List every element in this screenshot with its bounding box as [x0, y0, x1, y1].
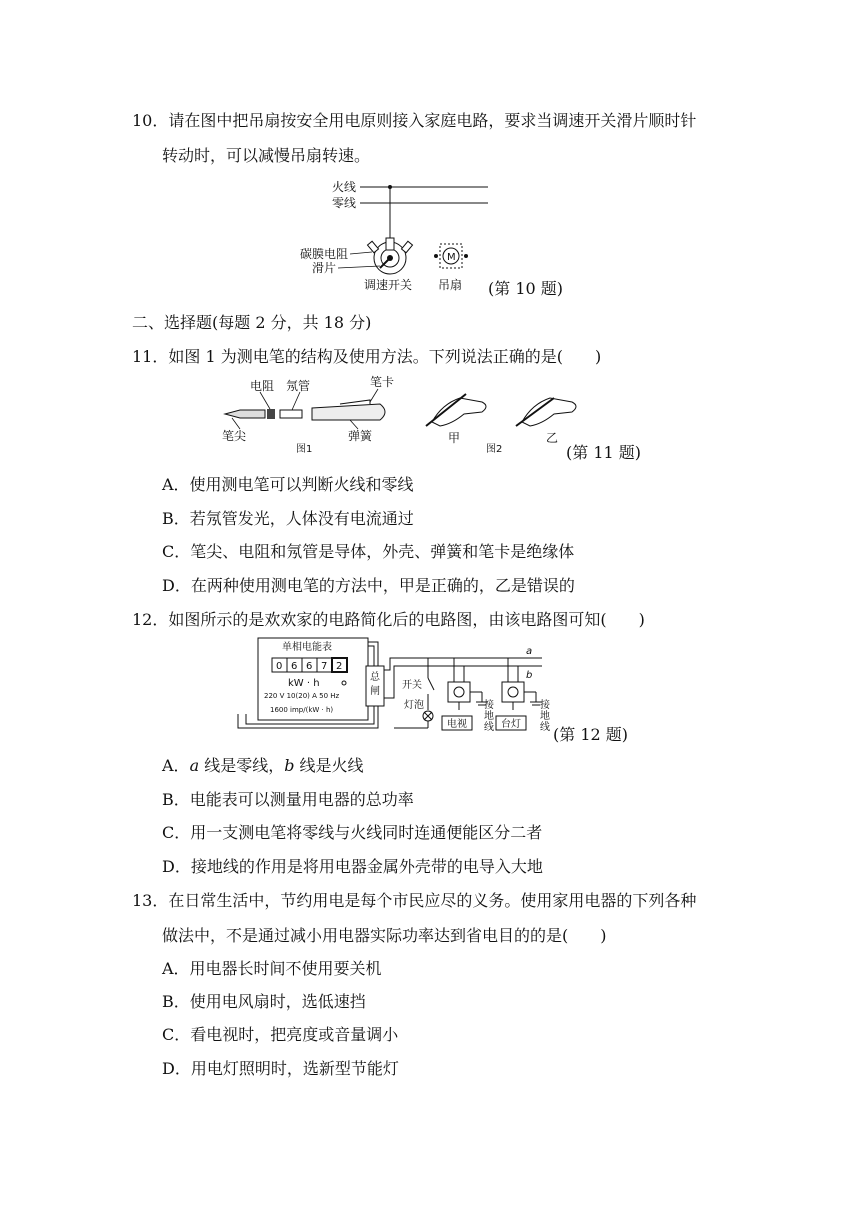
meter-spec-2: 1600 imp/(kW · h) [270, 706, 334, 714]
q12-stem: 12．如图所示的是欢欢家的电路简化后的电路图，由该电路图可知( ) [132, 610, 645, 629]
q10-line-2: 转动时，可以减慢吊扇转速。 [162, 146, 371, 165]
q13-option-a: A．用电器长时间不使用要关机 [162, 959, 382, 978]
section-heading: 二、选择题(每题 2 分，共 18 分) [132, 313, 372, 332]
resistor-label: 碳膜电阻 [300, 247, 349, 261]
q10-caption: (第 10 题) [488, 279, 564, 298]
live-wire-label: 火线 [332, 180, 357, 194]
q13-line-1: 13．在日常生活中，节约用电是每个市民应尽的义务。使用家用电器的下列各种 [132, 891, 697, 910]
meter-digit: 6 [291, 661, 298, 672]
q12-option-b: B．电能表可以测量用电器的总功率 [162, 790, 414, 809]
main-switch-icon [366, 666, 384, 706]
ground-label-5: 地 [540, 711, 550, 722]
q11-stem: 11．如图 1 为测电笔的结构及使用方法。下列说法正确的是( ) [132, 347, 602, 366]
neutral-wire-label: 零线 [332, 196, 357, 210]
tip-part-label: 笔尖 [222, 429, 247, 443]
speed-switch-icon [367, 238, 412, 274]
bulb-icon [394, 711, 433, 728]
q11-option-a: A．使用测电笔可以判断火线和零线 [162, 475, 414, 494]
meter-digit: 0 [276, 661, 283, 672]
switch-caption: 调速开关 [364, 278, 413, 292]
lamp-label: 台灯 [501, 719, 521, 730]
hand-grip-yi-icon [516, 398, 576, 426]
italic-a: a [189, 756, 200, 775]
slider-label: 滑片 [312, 261, 337, 275]
q11-caption: (第 11 题) [566, 443, 642, 462]
yi-label: 乙 [546, 431, 559, 445]
wire-b-label: b [526, 670, 533, 681]
fig1-label: 图1 [296, 444, 313, 455]
motor-letter: M [447, 252, 456, 263]
fig2-label: 图2 [486, 444, 503, 455]
q13-option-d: D．用电灯照明时，选新型节能灯 [162, 1059, 399, 1078]
main-switch-label-2: 闸 [370, 686, 380, 697]
main-switch-label-1: 总 [370, 672, 380, 683]
q13-option-c: C．看电视时，把亮度或音量调小 [162, 1025, 399, 1044]
resistor-part-label: 电阻 [250, 379, 275, 393]
q12-option-d: D．接地线的作用是将用电器金属外壳带的电导入大地 [162, 857, 543, 876]
q13-line-2: 做法中，不是通过减小用电器实际功率达到省电目的的是( ) [162, 926, 607, 945]
q10-line-1: 10．请在图中把吊扇按安全用电原则接入家庭电路，要求当调速开关滑片顺时针 [132, 111, 697, 130]
bulb-label: 灯泡 [404, 700, 424, 711]
meter-digit: 7 [321, 661, 328, 672]
clip-part-label: 笔卡 [370, 375, 395, 389]
wire-a-label: a [526, 646, 533, 657]
meter-digit: 6 [306, 661, 313, 672]
meter-digit: 2 [336, 661, 343, 672]
q13-option-b: B．使用电风扇时，选低速挡 [162, 992, 366, 1011]
ground-label-1: 接 [484, 700, 494, 711]
jia-label: 甲 [448, 431, 461, 445]
q11-option-b: B．若氖管发光，人体没有电流通过 [162, 509, 414, 528]
fan-motor-icon [434, 244, 468, 268]
meter-unit: kW · h [288, 678, 320, 689]
neon-part-label: 氖管 [286, 379, 311, 393]
spring-part-label: 弹簧 [348, 429, 373, 443]
q12-option-a: A．a 线是零线，b 线是火线 [162, 756, 364, 775]
meter-title: 单相电能表 [282, 642, 332, 653]
ground-label-3: 线 [484, 722, 494, 733]
energy-meter-icon [258, 638, 368, 720]
q12-caption: (第 12 题) [553, 725, 629, 744]
italic-b: b [284, 756, 295, 775]
tester-pen-parts-icon [225, 389, 385, 429]
meter-spec-1: 220 V 10(20) A 50 Hz [264, 692, 340, 700]
tv-label: 电视 [447, 719, 467, 730]
switch-label: 开关 [402, 680, 422, 691]
tv-socket-icon [448, 682, 488, 710]
q12-figure [232, 636, 632, 736]
ground-label-4: 接 [540, 700, 550, 711]
q11-option-c: C．笔尖、电阻和氖管是导体，外壳、弹簧和笔卡是绝缘体 [162, 542, 575, 561]
q12-option-c: C．用一支测电笔将零线与火线同时连通便能区分二者 [162, 823, 543, 842]
q11-option-d: D．在两种使用测电笔的方法中，甲是正确的，乙是错误的 [162, 576, 575, 595]
lamp-socket-icon [502, 682, 542, 710]
hand-grip-jia-icon [426, 394, 486, 426]
ground-label-2: 地 [484, 711, 494, 722]
fan-caption: 吊扇 [438, 278, 463, 292]
ground-label-6: 线 [540, 722, 550, 733]
